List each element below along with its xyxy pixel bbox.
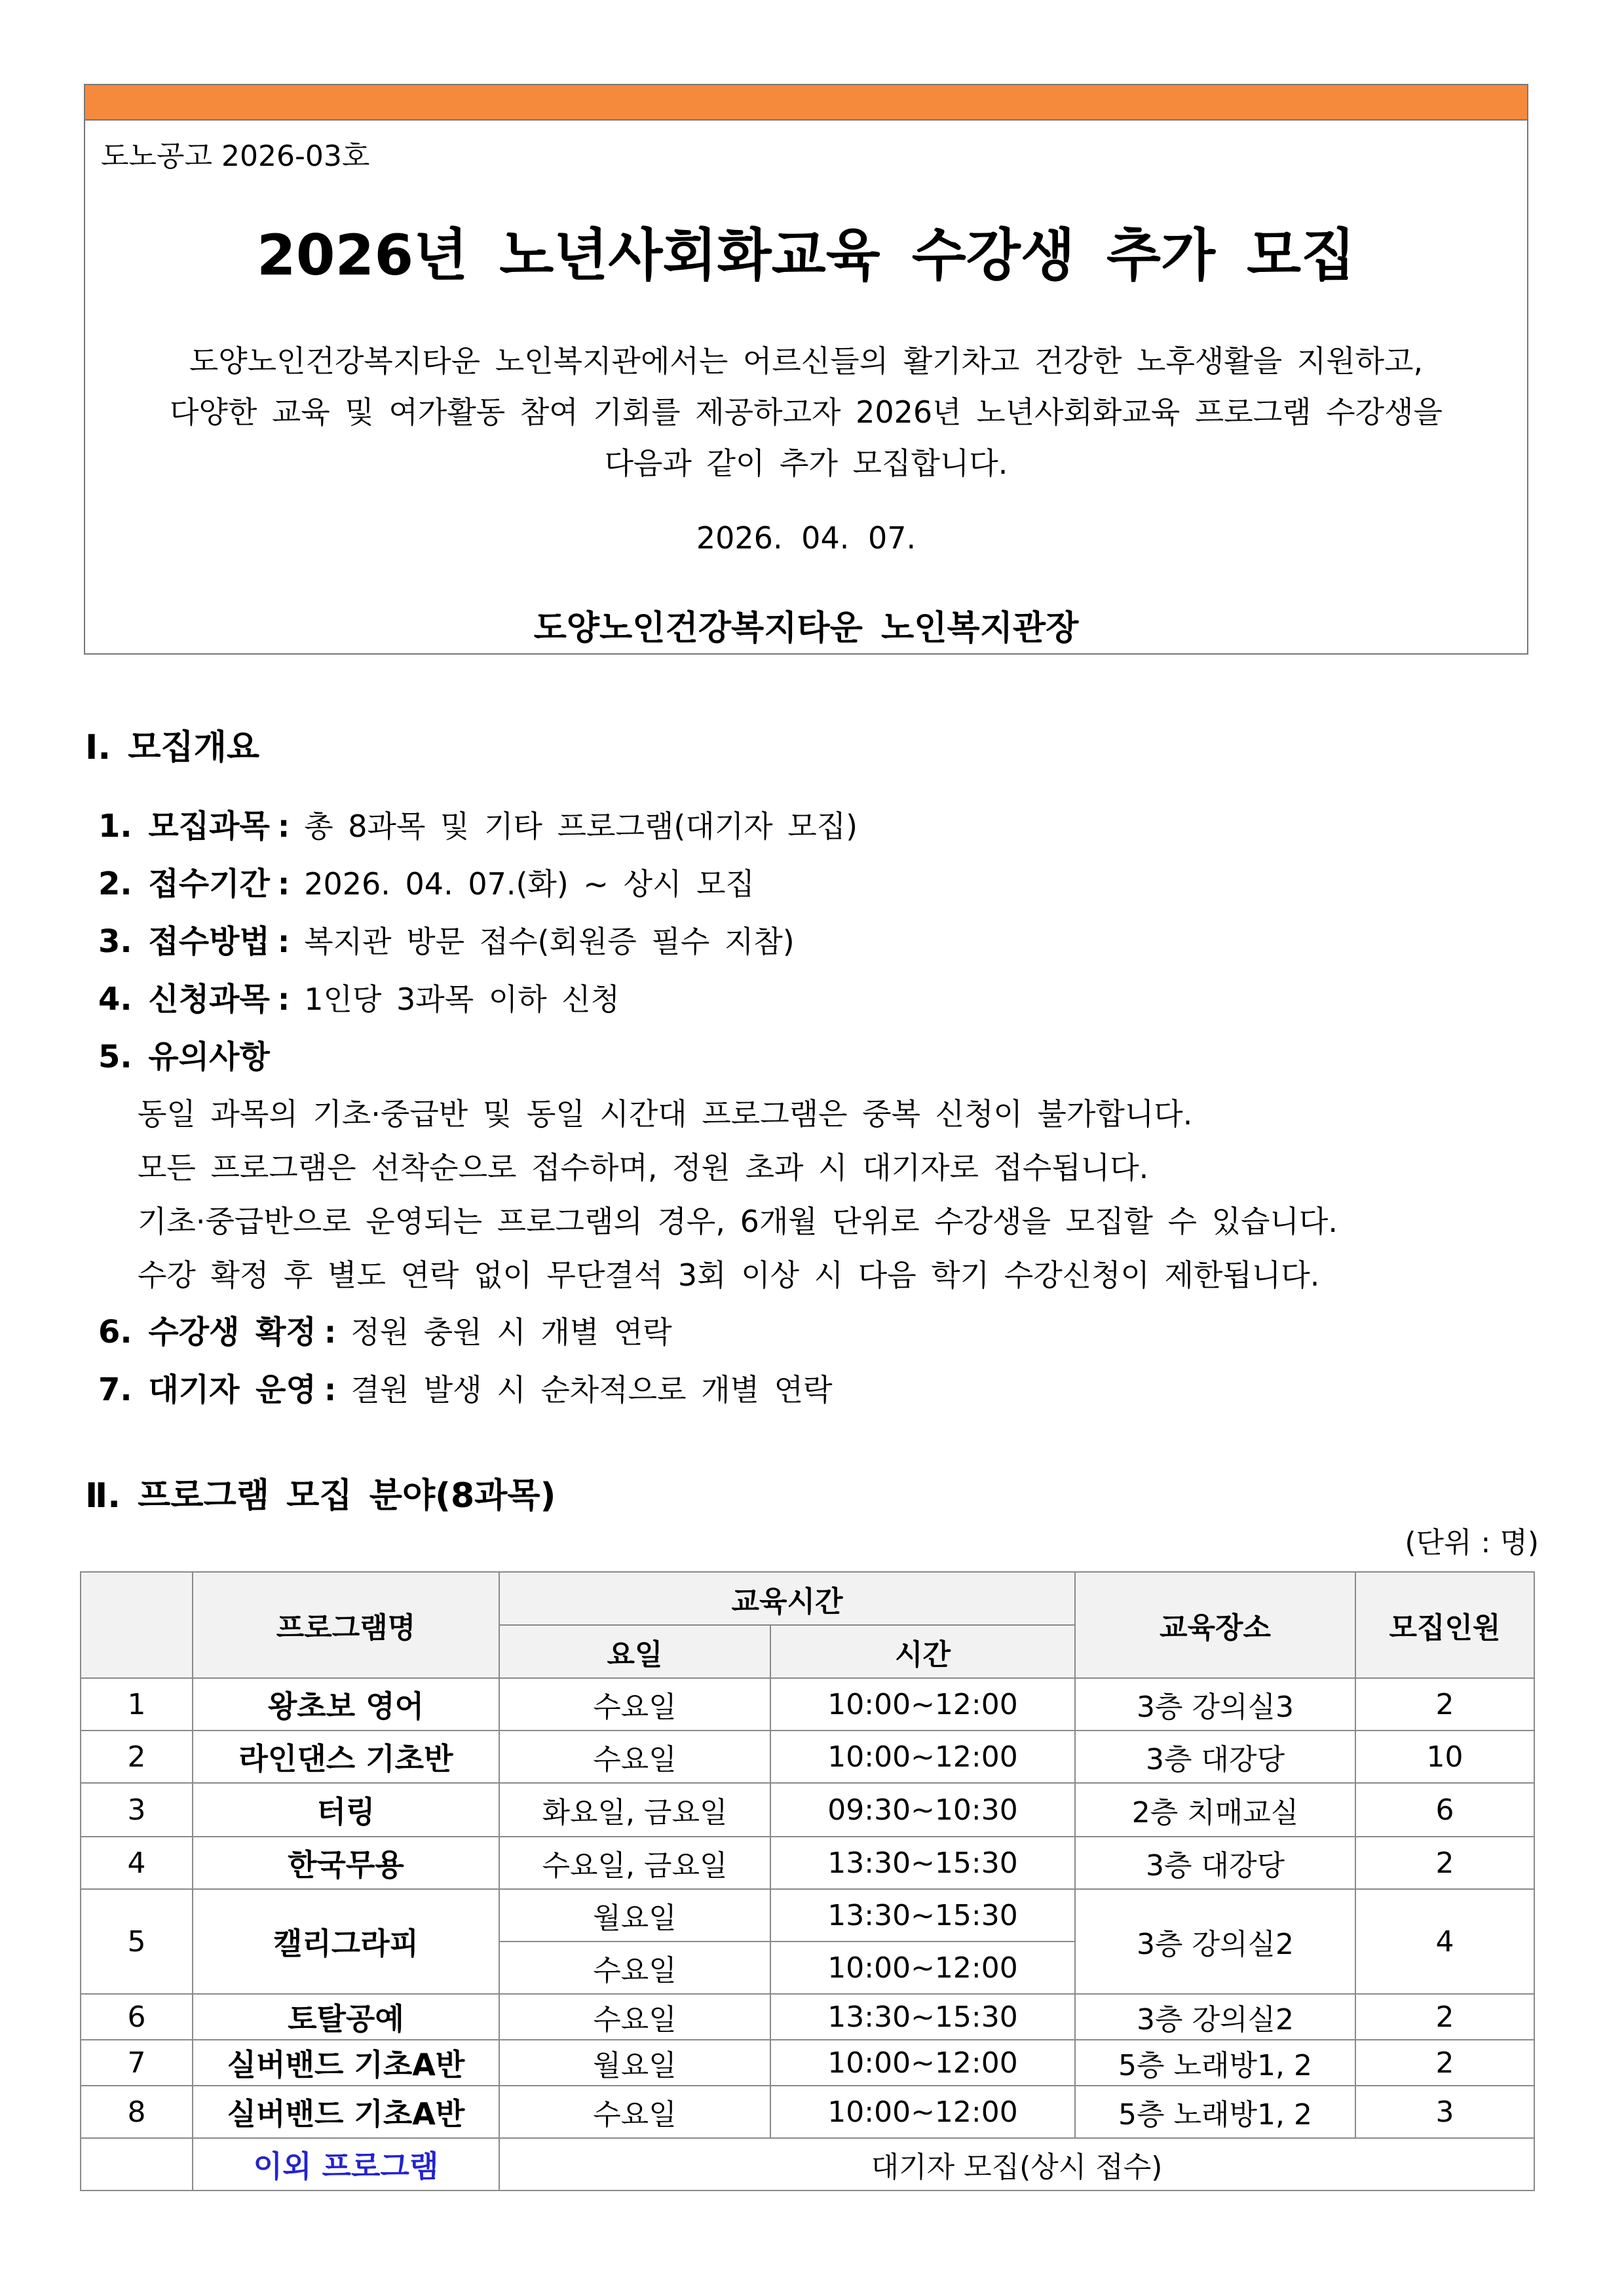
issuer: 도양노인건강복지타운 노인복지관장 [533, 609, 1079, 648]
overview-value: 복지관 방문 접수(회원증 필수 지참) [304, 924, 795, 959]
cell-place: 5층 노래방1, 2 [1075, 2040, 1355, 2086]
overview-item [98, 801, 858, 846]
table-row [81, 1889, 1534, 1942]
overview-value: 2026. 04. 07.(화) ~ 상시 모집 [304, 866, 755, 902]
cell-no: 4 [81, 1837, 193, 1889]
cell-time: 13:30~15:30 [770, 1889, 1075, 1942]
cell-day: 월요일 [499, 2040, 770, 2086]
cell-place: 5층 노래방1, 2 [1075, 2086, 1355, 2138]
cell-no: 2 [81, 1731, 193, 1783]
colon: : [277, 866, 290, 902]
cell-program: 왕초보 영어 [193, 1678, 499, 1731]
table-row [81, 1837, 1534, 1889]
cell-day: 화요일, 금요일 [499, 1783, 770, 1837]
cell-no: 7 [81, 2040, 193, 2086]
notice-date: 2026. 04. 07. [696, 520, 916, 556]
cell-day: 수요일, 금요일 [499, 1837, 770, 1889]
overview-label: 2. 접수기간 [98, 866, 270, 902]
overview-value: 결원 발생 시 순차적으로 개별 연락 [350, 1372, 833, 1407]
overview-item [98, 1307, 672, 1352]
overview-item [98, 1364, 833, 1409]
cell-place: 3층 강의실2 [1075, 1889, 1355, 1994]
overview-label: 1. 모집과목 [98, 808, 270, 845]
cell-program: 실버밴드 기초A반 [193, 2086, 499, 2138]
cell-other-program: 이외 프로그램 [193, 2138, 499, 2191]
cell-count: 2 [1355, 1994, 1534, 2040]
cell-time: 10:00~12:00 [770, 2040, 1075, 2086]
program-table [80, 1571, 1535, 2191]
cell-program: 라인댄스 기초반 [193, 1731, 499, 1783]
header-edu-time: 교육시간 [499, 1572, 1075, 1625]
table-row [81, 2086, 1534, 2138]
cell-no: 3 [81, 1783, 193, 1837]
cell-count: 2 [1355, 1678, 1534, 1731]
intro-paragraph [105, 335, 1507, 489]
table-row [81, 1994, 1534, 2040]
colon: : [277, 924, 290, 959]
header-count: 모집인원 [1355, 1572, 1534, 1678]
notice-box [84, 84, 1528, 655]
section-heading-programs: Ⅱ. 프로그램 모집 분야(8과목) [85, 1476, 556, 1516]
table-row [81, 1731, 1534, 1783]
overview-item [98, 858, 755, 904]
cell-no: 5 [81, 1889, 193, 1994]
overview-item [98, 916, 795, 961]
cell-program: 캘리그라피 [193, 1889, 499, 1994]
table-row-other [81, 2138, 1534, 2191]
section-heading-overview: Ⅰ. 모집개요 [85, 728, 260, 767]
cell-day: 수요일 [499, 1678, 770, 1731]
cell-place: 3층 대강당 [1075, 1731, 1355, 1783]
cell-count: 10 [1355, 1731, 1534, 1783]
table-row [81, 2040, 1534, 2086]
cell-no: 1 [81, 1678, 193, 1731]
cell-program: 토탈공예 [193, 1994, 499, 2040]
header-place: 교육장소 [1075, 1572, 1355, 1678]
cell-time: 10:00~12:00 [770, 1678, 1075, 1731]
cell-day: 수요일 [499, 1994, 770, 2040]
note-line: 동일 과목의 기초·중급반 및 동일 시간대 프로그램은 중복 신청이 불가합니다. [138, 1096, 1193, 1132]
cell-other-text: 대기자 모집(상시 접수) [499, 2138, 1534, 2191]
cell-place: 3층 강의실3 [1075, 1678, 1355, 1731]
cell-time: 13:30~15:30 [770, 1994, 1075, 2040]
cell-time: 10:00~12:00 [770, 2086, 1075, 2138]
overview-label: 6. 수강생 확정 [98, 1314, 316, 1350]
header-bar [85, 85, 1527, 121]
header-time: 시간 [770, 1625, 1075, 1678]
cell-count: 2 [1355, 1837, 1534, 1889]
table-row [81, 1678, 1534, 1731]
cell-place: 2층 치매교실 [1075, 1783, 1355, 1837]
cell-day: 수요일 [499, 2086, 770, 2138]
cell-count: 2 [1355, 2040, 1534, 2086]
cell-time: 10:00~12:00 [770, 1731, 1075, 1783]
intro-line: 다양한 교육 및 여가활동 참여 기회를 제공하고자 2026년 노년사회화교육 프로그램 수강생을 [170, 394, 1443, 430]
cell-time: 09:30~10:30 [770, 1783, 1075, 1837]
overview-value: 1인당 3과목 이하 신청 [304, 982, 620, 1017]
cell-count: 6 [1355, 1783, 1534, 1837]
cell-no-empty [81, 2138, 193, 2191]
overview-item [98, 1031, 270, 1077]
colon: : [324, 1372, 337, 1407]
cell-count: 4 [1355, 1889, 1534, 1994]
cell-place: 3층 강의실2 [1075, 1994, 1355, 2040]
note-line: 수강 확정 후 별도 연락 없이 무단결석 3회 이상 시 다음 학기 수강신청이 제한됩니다. [138, 1257, 1320, 1293]
cell-place: 3층 대강당 [1075, 1837, 1355, 1889]
colon: : [277, 809, 290, 844]
note-line: 모든 프로그램은 선착순으로 접수하며, 정원 초과 시 대기자로 접수됩니다. [138, 1150, 1149, 1185]
overview-label: 3. 접수방법 [98, 923, 270, 960]
table-row [81, 1783, 1534, 1837]
cell-no: 6 [81, 1994, 193, 2040]
colon: : [324, 1314, 337, 1350]
page-title: 2026년 노년사회화교육 수강생 추가 모집 [256, 223, 1356, 288]
cell-time: 13:30~15:30 [770, 1837, 1075, 1889]
cell-day: 수요일 [499, 1942, 770, 1994]
cell-program: 한국무용 [193, 1837, 499, 1889]
cell-no: 8 [81, 2086, 193, 2138]
overview-label: 7. 대기자 운영 [98, 1371, 316, 1408]
cell-program: 터링 [193, 1783, 499, 1837]
colon: : [277, 982, 290, 1017]
cell-count: 3 [1355, 2086, 1534, 2138]
cell-day: 월요일 [499, 1889, 770, 1942]
notice-number: 도노공고 2026-03호 [101, 140, 370, 173]
note-line: 기초·중급반으로 운영되는 프로그램의 경우, 6개월 단위로 수강생을 모집할 수 있습니다. [138, 1204, 1338, 1239]
unit-label: (단위 : 명) [1405, 1526, 1539, 1559]
header-day: 요일 [499, 1625, 770, 1678]
overview-label: 5. 유의사항 [98, 1039, 270, 1075]
overview-label: 4. 신청과목 [98, 981, 270, 1018]
cell-time: 10:00~12:00 [770, 1942, 1075, 1994]
overview-value: 정원 충원 시 개별 연락 [350, 1314, 672, 1350]
cell-day: 수요일 [499, 1731, 770, 1783]
header-program: 프로그램명 [193, 1572, 499, 1678]
intro-line: 다음과 같이 추가 모집합니다. [604, 446, 1008, 481]
overview-value: 총 8과목 및 기타 프로그램(대기자 모집) [304, 809, 858, 844]
overview-item [98, 974, 620, 1019]
intro-line: 도양노인건강복지타운 노인복지관에서는 어르신들의 활기차고 건강한 노후생활을 지원하고, [189, 343, 1424, 379]
header-no [81, 1572, 193, 1678]
cell-program: 실버밴드 기초A반 [193, 2040, 499, 2086]
